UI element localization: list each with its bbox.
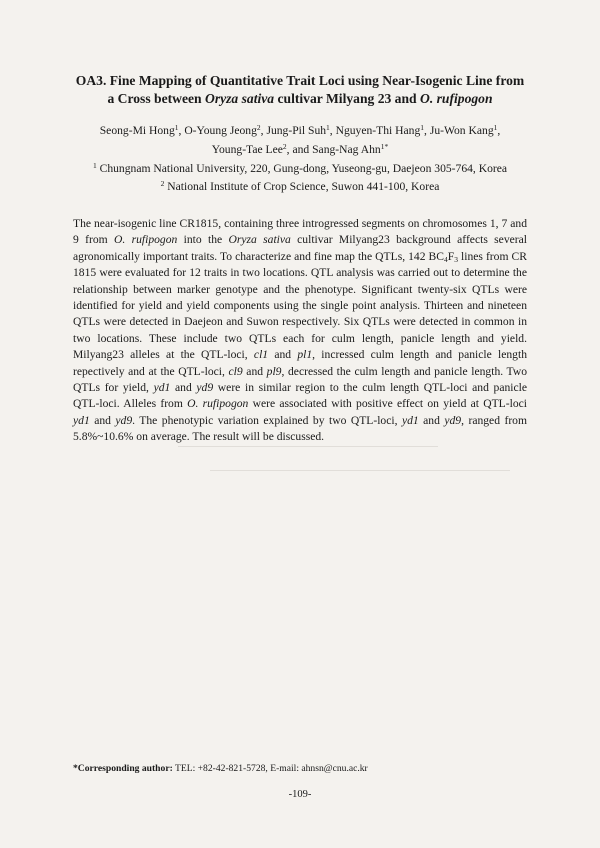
author-affil-mark: 1 [420, 123, 425, 132]
paper-title [60, 72, 540, 108]
abstract-text-run: O. rufipogon [113, 233, 178, 247]
abstract-text-run: cultivar Milyang23 background affects several agronomically important traits. To characterize and fine map the QTLs, 142 BC [73, 233, 527, 263]
abstract-text-run: yd1 [153, 381, 171, 395]
abstract-text-run: . The phenotypic variation explained by two QTL-loci, [132, 413, 402, 427]
abstract-text-run: 4 [444, 254, 448, 264]
author-name: Seong-Mi Hong [99, 124, 175, 137]
affiliation-item: $^2$ National Institute of Crop Science, Suwon 441-100, Korea [160, 178, 440, 193]
scan-artifact [178, 446, 438, 447]
abstract-text-run: yd1 [401, 413, 419, 427]
title-species-1: Oryza sativa [205, 91, 275, 106]
author-affil-mark: 2 [282, 141, 287, 151]
author-name: O-Young Jeong [184, 124, 257, 137]
scan-artifact [210, 470, 510, 471]
corresponding-contact: TEL: +82-42-821-5728, E-mail: ahnsn@cnu.ac.kr [172, 763, 368, 774]
abstract-text-run: , decressed the culm length and panicle length. Two QTLs for yield, [73, 364, 527, 395]
abstract-text-run: and [170, 381, 197, 395]
author-name: Jung-Pil Suh [266, 124, 327, 137]
author-list: Seong-Mi Hong$^1$, O-Young Jeong$^2$, Jung-Pil Suh$^1$, Nguyen-Thi Hang$^1$, Ju-Won Kang$^1$, Young-Tae Lee$^2$, and Sang-Nag Ahn$^{1*}$ [99, 123, 501, 156]
abstract-text-run: , incressed culm length and panicle length repectively and at the QTL-loci, [73, 348, 527, 378]
affiliation-list [60, 160, 540, 195]
abstract-text-run: , ranged from 5.8%~10.6% on average. The result will be discussed. [73, 413, 527, 444]
abstract-text-run: 3 [454, 254, 458, 264]
corresponding-label: *Corresponding author: [73, 763, 173, 774]
abstract-text-run: yd9 [196, 381, 214, 395]
affiliation-item: $^1$ Chungnam National University, 220, Gung-dong, Yuseong-gu, Daejeon 305-764, Korea [92, 161, 508, 175]
abstract-text-run: O. rufipogon [187, 397, 249, 411]
author-name: Sang-Nag Ahn [312, 142, 381, 156]
abstract-text-run: were associated with positive effect on yield at QTL-loci [248, 397, 527, 411]
abstract-body [73, 216, 527, 446]
abstract-text-run: yd1 [73, 413, 90, 427]
abstract-text-run: were in similar region to the culm length QTL-loci and panicle QTL-loci. Alleles from [73, 381, 527, 411]
abstract-text-run: and [268, 348, 298, 362]
title-line-2: a Cross between Oryza sativa cultivar Milyang 23 and O. rufipogon [107, 91, 493, 106]
abstract-text-run: into the [177, 233, 229, 247]
abstract-text-run: yd9 [115, 413, 133, 427]
author-affil-mark: 1* [380, 141, 389, 151]
abstract-text-run: lines from CR 1815 were evaluated for 12 traits in two locations. QTL analysis was carried out to determine the relationship between marker genotype and the phenotype. Significant twenty-six QTLs were identified for yield and yield components using the single point analysis. Thirteen and nineteen QTLs were detected in Daejeon and Suwon respectively. Six QTLs were detected in common in two locations. These include two QTLs each for culm length, panicle length and yield. Milyang23 alleles at the QTL-loci, [73, 249, 527, 362]
abstract-text-run: cl1 [253, 348, 269, 362]
abstract-text-run: pl1 [297, 348, 313, 362]
abstract-text-run: Oryza sativa [228, 233, 291, 247]
abstract-text-run: pl9 [266, 364, 282, 378]
abstract-text-run: yd9 [444, 413, 462, 427]
author-affil-mark: 1 [326, 123, 330, 132]
abstract-text-run: and [242, 364, 267, 378]
author-affil-mark: 1 [493, 123, 498, 132]
abstract-text-run: The near-isogenic line CR1815, containing three introgressed segments on chromosomes 1, 7 and 9 from [73, 217, 527, 247]
abstract-text-run: and [89, 413, 116, 427]
title-line-1: OA3. Fine Mapping of Quantitative Trait Loci using Near-Isogenic Line from [75, 73, 525, 88]
corresponding-author-note [73, 763, 368, 775]
abstract-text-run: cl9 [228, 364, 243, 378]
title-species-2: O. rufipogon [420, 91, 493, 106]
author-name: Young-Tae Lee [211, 142, 283, 156]
author-name: Ju-Won Kang [429, 124, 494, 137]
author-name: Nguyen-Thi Hang [335, 124, 421, 137]
abstract-text-run: and [418, 413, 445, 427]
page-number: -109- [288, 789, 312, 800]
author-affil-mark: 1 [174, 123, 179, 132]
abstract-text-run: F [447, 249, 455, 263]
author-affil-mark: 2 [256, 123, 261, 132]
